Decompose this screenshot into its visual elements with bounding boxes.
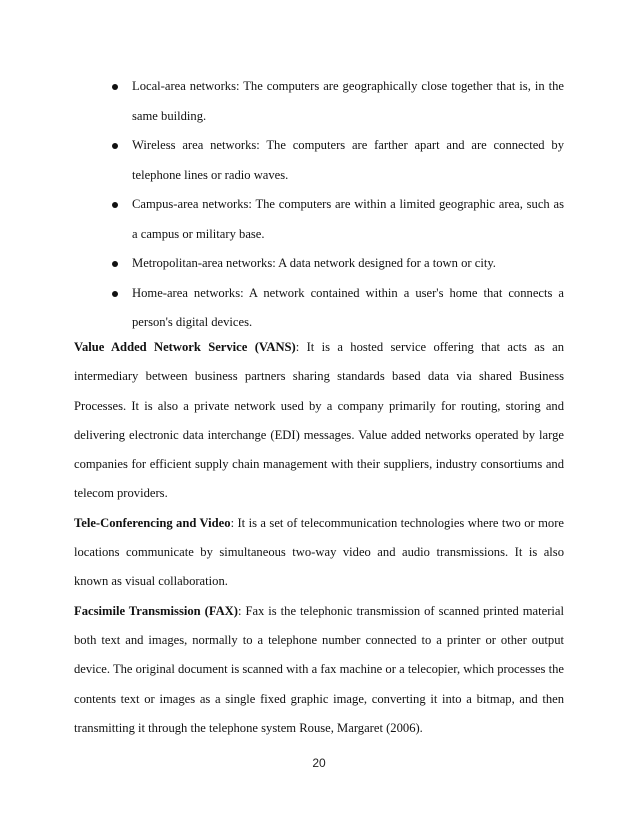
list-item-text: Local-area networks: The computers are geographically close together that is, in the same building. bbox=[132, 79, 564, 123]
paragraph-teleconferencing bbox=[74, 509, 564, 597]
list-item-text: Home-area networks: A network contained within a user's home that connects a person's digital devices. bbox=[132, 285, 564, 329]
paragraph-text: : Fax is the telephonic transmission of scanned printed material both text and images, normally to a telephone number connected to a printer or other output device. The original document is scanned with a fax machine or a telecopier, which processes the contents text or images as a single fixed graphic image, converting it into a bitmap, and then transmitting it through the telephone system Rouse, Margaret (2006). bbox=[74, 603, 564, 735]
paragraph-text: : It is a hosted service offering that acts as an intermediary between business partners sharing standards based data via shared Business Processes. It is also a private network used by a company primarily for routing, storing and delivering electronic data interchange (EDI) messages. Value added networks operated by large companies for efficient supply chain management with their suppliers, industry consortiums and telecom providers. bbox=[74, 340, 564, 501]
list-item-wireless-area bbox=[112, 131, 564, 190]
network-types-list bbox=[112, 72, 564, 338]
paragraph-heading: Tele-Conferencing and Video bbox=[74, 515, 231, 530]
paragraph-heading: Value Added Network Service (VANS) bbox=[74, 340, 296, 354]
bullet-icon bbox=[112, 291, 118, 297]
list-item-text: Metropolitan-area networks: A data network designed for a town or city. bbox=[132, 256, 496, 270]
body-text bbox=[74, 333, 564, 743]
list-item-metropolitan-area bbox=[112, 249, 564, 279]
list-item-text: Campus-area networks: The computers are within a limited geographic area, such as a campus or military base. bbox=[132, 197, 564, 241]
paragraph-text: : It is a set of telecommunication technologies where two or more locations communicate by simultaneous two-way video and audio transmissions. It is also known as visual collaboration. bbox=[74, 515, 565, 589]
paragraph-vans bbox=[74, 333, 564, 509]
list-item-home-area bbox=[112, 279, 564, 338]
bullet-icon bbox=[112, 261, 118, 267]
paragraph-fax bbox=[74, 597, 564, 743]
bullet-icon bbox=[112, 143, 118, 149]
list-item-local-area bbox=[112, 72, 564, 131]
bullet-icon bbox=[112, 202, 118, 208]
page-number: 20 bbox=[312, 756, 326, 770]
list-item-campus-area bbox=[112, 190, 564, 249]
bullet-icon bbox=[112, 84, 118, 90]
list-item-text: Wireless area networks: The computers are farther apart and are connected by telephone lines or radio waves. bbox=[132, 138, 564, 182]
paragraph-heading: Facsimile Transmission (FAX) bbox=[74, 603, 238, 618]
